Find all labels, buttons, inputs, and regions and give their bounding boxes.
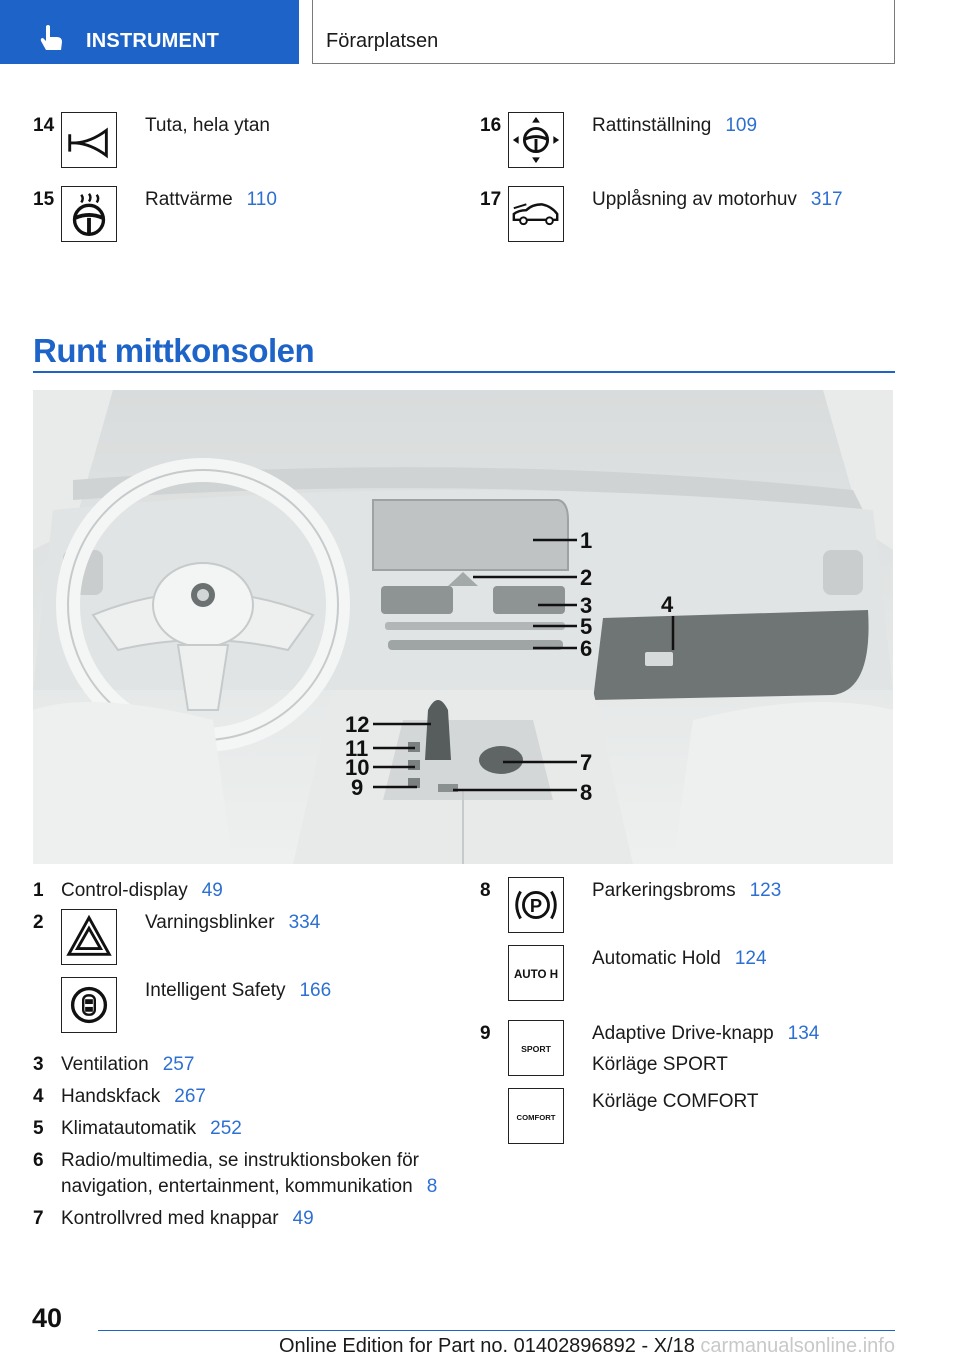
- page-ref[interactable]: 257: [162, 1054, 195, 1075]
- item-number: 16: [480, 115, 502, 136]
- item-label: Handskfack 267: [61, 1086, 206, 1107]
- page-ref[interactable]: 334: [288, 912, 321, 933]
- item-label: Rattvärme 110: [145, 189, 277, 210]
- auto-hold-icon-text: AUTO H: [513, 968, 559, 981]
- item-label: Kontrollvred med knappar 49: [61, 1208, 314, 1229]
- callout-label: 5: [580, 614, 593, 639]
- item-label: Klimatautomatik 252: [61, 1118, 242, 1139]
- item-label: Körläge COMFORT: [592, 1091, 759, 1112]
- item-number: 6: [33, 1150, 44, 1171]
- horn-icon: [61, 112, 117, 168]
- item-number: 7: [33, 1208, 44, 1229]
- page-ref[interactable]: 166: [299, 980, 332, 1001]
- comfort-mode-icon: [508, 1088, 564, 1144]
- item-number: 2: [33, 912, 44, 933]
- item-number: 4: [33, 1086, 44, 1107]
- page-ref[interactable]: 49: [292, 1208, 314, 1229]
- item-label: Parkeringsbroms 123: [592, 880, 782, 901]
- item-label-continued: navigation, entertainment, kommunikation 8: [61, 1176, 438, 1197]
- item-number: 1: [33, 880, 44, 901]
- item-label: Tuta, hela ytan: [145, 115, 270, 136]
- footer-text: Online Edition for Part no. 01402896892 - X/18 carmanualsonline.info: [279, 1335, 895, 1357]
- footer-rule: [98, 1330, 895, 1331]
- chapter-header: [312, 0, 895, 64]
- section-title: Runt mittkonsolen: [33, 332, 315, 369]
- comfort-icon-text: COMFORT: [516, 1112, 556, 1122]
- page-ref[interactable]: 267: [174, 1086, 206, 1107]
- title-rule: [33, 371, 895, 373]
- item-label: Control-display 49: [61, 880, 223, 901]
- hazard-warning-icon: [61, 909, 117, 965]
- section-tab[interactable]: [0, 0, 299, 64]
- item-label: Radio/multimedia, se instruktionsboken för: [61, 1150, 420, 1171]
- callout-label: 11: [345, 736, 369, 761]
- svg-text:P: P: [529, 894, 543, 916]
- callout-label: 9: [351, 775, 364, 800]
- item-label: Automatic Hold 124: [592, 948, 767, 969]
- item-number: 9: [480, 1023, 491, 1044]
- callout-label: 1: [580, 528, 593, 553]
- callout-label: 12: [345, 712, 370, 737]
- item-number: 3: [33, 1054, 44, 1075]
- pointing-hand-icon: [38, 24, 64, 52]
- intelligent-safety-icon: [61, 977, 117, 1033]
- sport-icon-text: SPORT: [521, 1043, 551, 1054]
- item-label: Rattinställning 109: [592, 115, 758, 136]
- item-number: 17: [480, 189, 502, 210]
- page-ref[interactable]: 109: [725, 115, 758, 136]
- callout-label: 8: [580, 780, 593, 805]
- hood-release-icon: [508, 186, 564, 242]
- page-number: 40: [32, 1303, 63, 1333]
- page-ref[interactable]: 124: [734, 948, 767, 969]
- item-label: Upplåsning av motorhuv 317: [592, 189, 843, 210]
- steering-adjust-icon: [508, 112, 564, 168]
- callout-label: 7: [580, 750, 593, 775]
- page-ref[interactable]: 8: [426, 1176, 438, 1197]
- watermark: carmanualsonline.info: [700, 1335, 895, 1357]
- item-sublabel: Körläge SPORT: [592, 1054, 728, 1075]
- chapter-label: Förarplatsen: [326, 30, 439, 52]
- sport-mode-icon: [508, 1020, 564, 1076]
- page-ref[interactable]: 252: [210, 1118, 242, 1139]
- item-label: Varningsblinker 334: [145, 912, 321, 933]
- item-number: 8: [480, 880, 491, 901]
- page-ref[interactable]: 123: [749, 880, 782, 901]
- item-number: 15: [33, 189, 55, 210]
- center-console-photo: [33, 390, 893, 864]
- item-label: Adaptive Drive-knapp 134: [592, 1023, 820, 1044]
- parking-brake-icon: [508, 877, 564, 933]
- callout-label: 4: [661, 592, 674, 617]
- callout-label: 6: [580, 636, 593, 661]
- auto-hold-icon: [508, 945, 564, 1001]
- callout-label: 3: [580, 593, 593, 618]
- page-ref[interactable]: 134: [787, 1023, 820, 1044]
- steering-wheel-heating-icon: [61, 186, 117, 242]
- callout-label: 10: [345, 755, 370, 780]
- item-label: Ventilation 257: [61, 1054, 195, 1075]
- item-number: 14: [33, 115, 55, 136]
- callout-label: 2: [580, 565, 593, 590]
- item-number: 5: [33, 1118, 44, 1139]
- page-ref[interactable]: 110: [246, 189, 277, 210]
- item-label: Intelligent Safety 166: [145, 980, 332, 1001]
- page-ref[interactable]: 49: [201, 880, 223, 901]
- section-label: INSTRUMENT: [86, 30, 220, 52]
- page-ref[interactable]: 317: [810, 189, 843, 210]
